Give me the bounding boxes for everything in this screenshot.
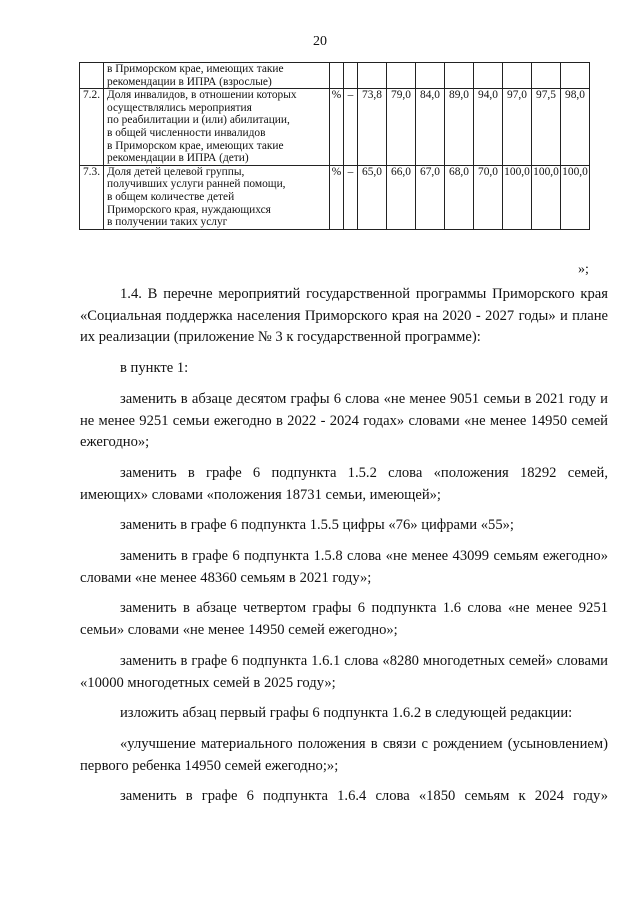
- indicator-name-line: получивших услуги ранней помощи,: [107, 178, 286, 191]
- indicator-name-line: в Приморском крае, имеющих такие: [107, 139, 284, 152]
- paragraph-amend-5: заменить в абзаце четвертом графы 6 подпункта 1.6 слова «не менее 9251 семьи» словами «не менее 14950 семей ежегодно»;: [80, 600, 608, 639]
- value-cell: 66,0: [387, 165, 416, 229]
- indicator-name-line: Приморского края, нуждающихся: [107, 203, 271, 216]
- page-number: 20: [313, 34, 327, 49]
- value-cell: 84,0: [416, 89, 445, 166]
- paragraph-1-4: 1.4. В перечне мероприятий государственной программы Приморского края «Социальная поддержка населения Приморского края на 2020 - 2027 годы» и плане их реализации (приложение № 3 к государственной программе):: [80, 286, 608, 346]
- indicator-name-line: рекомендации в ИПРА (взрослые): [107, 75, 272, 88]
- value-cell: 89,0: [445, 89, 474, 166]
- indicator-name-line: Доля детей целевой группы,: [107, 165, 245, 178]
- row-number: 7.3.: [80, 165, 104, 229]
- value-cell: [503, 63, 532, 89]
- table-row: [80, 165, 590, 229]
- value-cell: [387, 63, 416, 89]
- indicator-name-line: Доля инвалидов, в отношении которых: [107, 89, 297, 102]
- paragraph-amend-4: заменить в графе 6 подпункта 1.5.8 слова «не менее 43099 семьям ежегодно» словами «не менее 48360 семьям в 2021 году»;: [80, 548, 608, 586]
- table-row: [80, 89, 590, 166]
- value-cell: 79,0: [387, 89, 416, 166]
- value-cell: 98,0: [561, 89, 590, 166]
- base-value-cell: –: [344, 89, 358, 166]
- value-cell: [474, 63, 503, 89]
- paragraph-quote: «улучшение материального положения в связи с рождением (усыновлением) первого ребенка 14950 семей ежегодно;»;: [80, 735, 608, 774]
- value-cell: [358, 63, 387, 89]
- paragraph-amend-2: заменить в графе 6 подпункта 1.5.2 слова «положения 18292 семей, имеющих» словами «положения 18731 семьи, имеющей»;: [80, 464, 608, 503]
- indicator-name: [104, 89, 330, 166]
- value-cell: [445, 63, 474, 89]
- base-value-cell: [344, 63, 358, 89]
- paragraph-amend-8: заменить в графе 6 подпункта 1.6.4 слова «1850 семьям к 2024 году»: [120, 788, 608, 805]
- value-cell: 100,0: [561, 165, 590, 229]
- value-cell: 68,0: [445, 165, 474, 229]
- value-cell: [416, 63, 445, 89]
- value-cell: 97,0: [503, 89, 532, 166]
- table-row: [80, 63, 590, 89]
- row-number: [80, 63, 104, 89]
- table-closing-quote: »;: [578, 262, 589, 277]
- value-cell: 97,5: [532, 89, 561, 166]
- value-cell: 70,0: [474, 165, 503, 229]
- unit-cell: [330, 63, 344, 89]
- value-cell: 94,0: [474, 89, 503, 166]
- indicator-name-line: в общем количестве детей: [107, 190, 235, 203]
- value-cell: 67,0: [416, 165, 445, 229]
- indicator-name-line: в получении таких услуг: [107, 216, 228, 229]
- value-cell: [532, 63, 561, 89]
- base-value-cell: –: [344, 165, 358, 229]
- indicator-name-line: в общей численности инвалидов: [107, 126, 266, 139]
- unit-cell: %: [330, 165, 344, 229]
- amendments-text: [80, 284, 608, 817]
- unit-cell: %: [330, 89, 344, 166]
- paragraph-amend-3: заменить в графе 6 подпункта 1.5.5 цифры «76» цифрами «55»;: [120, 517, 514, 534]
- row-number: 7.2.: [80, 89, 104, 166]
- paragraph-amend-7: изложить абзац первый графы 6 подпункта 1.6.2 в следующей редакции:: [120, 705, 573, 722]
- indicator-name-line: осуществлялись мероприятия: [107, 101, 252, 114]
- value-cell: 65,0: [358, 165, 387, 229]
- paragraph-amend-6: заменить в графе 6 подпункта 1.6.1 слова «8280 многодетных семей» словами «10000 многодетных семей в 2025 году»;: [80, 652, 608, 691]
- value-cell: 100,0: [532, 165, 561, 229]
- value-cell: 100,0: [503, 165, 532, 229]
- indicator-name-line: по реабилитации и (или) абилитации,: [107, 114, 290, 127]
- paragraph-item-1: в пункте 1:: [120, 360, 189, 377]
- indicators-table: [79, 62, 590, 230]
- indicator-name: [104, 63, 330, 89]
- indicator-name-line: в Приморском крае, имеющих такие: [107, 63, 284, 75]
- paragraph-amend-1: заменить в абзаце десятом графы 6 слова «не менее 9051 семьи в 2021 году и не менее 9251 семьи ежегодно в 2022 - 2024 годах» словами «не менее 14950 семей ежегодно»;: [80, 390, 608, 451]
- indicator-name: [104, 165, 330, 229]
- value-cell: [561, 63, 590, 89]
- value-cell: 73,8: [358, 89, 387, 166]
- indicator-name-line: рекомендации в ИПРА (дети): [107, 152, 249, 165]
